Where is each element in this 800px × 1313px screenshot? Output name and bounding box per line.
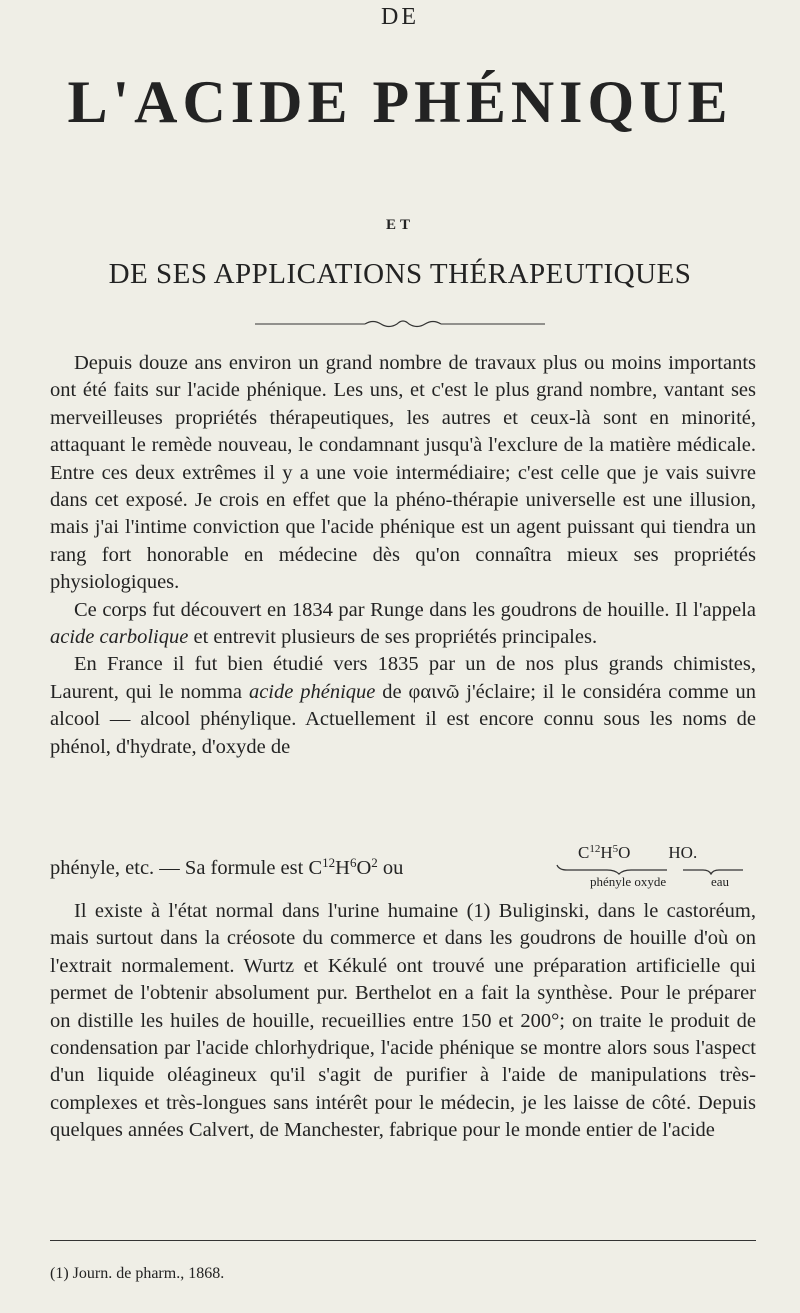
paragraph-france: En France il fut bien étudié vers 1835 par un de nos plus grands chimistes, Laurent, qui le nomma acide phénique de φαινῶ j'éclaire; il le considéra comme un alcool — alcool phénylique. Actuellement il est encore connu sous les noms de phénol, d'hydrate, d'oxyde de [50, 653, 756, 758]
page-title: L'ACIDE PHÉNIQUE [67, 69, 733, 135]
formula-label-water: eau [711, 874, 730, 889]
title-conjunction: ET [385, 217, 414, 233]
formula-sentence: phényle, etc. — Sa formule est $C^{12}H^6O^2$ ou [50, 855, 404, 879]
page-subtitle: DE SES APPLICATIONS THÉRAPEUTIQUES [108, 258, 692, 290]
formula-decomposition: $C^{12}H^5O$ HO. [578, 843, 698, 862]
ornament-divider [255, 318, 545, 330]
body-text-lower [50, 898, 756, 1145]
body-text-upper [50, 350, 756, 761]
paragraph-intro: Depuis douze ans environ un grand nombre de travaux plus ou moins importants ont été faits sur l'acide phénique. Les uns, et c'est le plus grand nombre, vantant ses merveilleuses propriétés thérapeutiques, les autres et ceux-là sont en minorité, attaquant le remède nouveau, le condamnant jusqu'à l'exclure de la matière médicale. Entre ces deux extrêmes il y a une voie intermédiaire; c'est celle que je vais suivre dans cet exposé. Je crois en effet que la phéno-thérapie universelle est une illusion, mais j'ai l'intime conviction que l'acide phénique est un agent puissant qui tiendra un rang fort honorable en médecine dès qu'on connaîtra mieux ses propriétés physiologiques. [50, 352, 756, 594]
footnote-rule [50, 1240, 756, 1241]
formula-label-oxide: phényle oxyde [590, 874, 667, 889]
paragraph-occurrence: Il existe à l'état normal dans l'urine humaine (1) Buliginski, dans le castoréum, mais surtout dans la créosote du commerce et dans les goudrons de houille d'où on l'extrait normalement. Wurtz et Kékulé ont trouvé une préparation artificielle qui permet de l'obtenir absolument pur. Berthelot en a fait la synthèse. Pour le préparer on distille les huiles de houille, recueillies entre 150 et 200°; on traite le produit de condensation par l'acide chlorhydrique, l'acide phénique se montre alors sous l'aspect d'un liquide oléagineux qu'il s'agit de purifier à l'aide de manipulations très-complexes et très-longues sans intérêt pour le médecin, je les laisse de côté. Depuis quelques années Calvert, de Manchester, fabrique pour le monde entier de l'acide [50, 900, 756, 1142]
term-acide-phenique: acide phénique [248, 680, 376, 703]
title-prefix: DE [381, 4, 419, 30]
chemical-formula-line [50, 843, 756, 893]
footnote: (1) Journ. de pharm., 1868. [50, 1265, 225, 1282]
term-acide-carbolique: acide carbolique [50, 626, 189, 649]
paragraph-discovery: Ce corps fut découvert en 1834 par Runge dans les goudrons de houille. Il l'appela acide carbolique et entrevit plusieurs de ses propriétés principales. [50, 598, 756, 649]
